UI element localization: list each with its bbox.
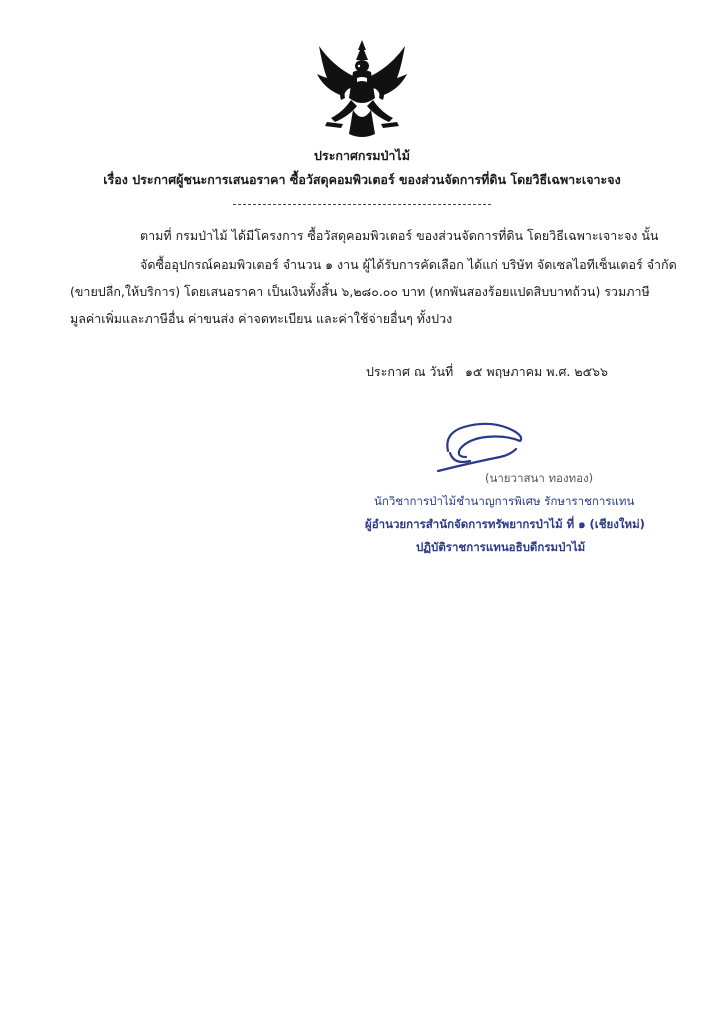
handwritten-signature <box>430 413 530 475</box>
date-value: ๑๕ พฤษภาคม พ.ศ. ๒๕๖๖ <box>465 364 608 379</box>
body-line-4: มูลค่าเพิ่มและภาษีอื่น ค่าขนส่ง ค่าจดทะเบียน และค่าใช้จ่ายอื่นๆ ทั้งปวง <box>70 311 453 326</box>
document-title: ประกาศกรมป่าไม้ <box>314 148 410 163</box>
date-label: ประกาศ ณ วันที่ <box>366 364 454 379</box>
signer-position-2: ผู้อำนวยการสำนักจัดการทรัพยากรป่าไม้ ที่ ๑ (เชียงใหม่) <box>365 517 645 531</box>
body-line-3: (ขายปลีก,ให้บริการ) โดยเสนอราคา เป็นเงินทั้งสิ้น ๖,๒๘๐.๐๐ บาท (หกพันสองร้อยแปดสิบบาทถ้วน) รวมภาษี <box>70 284 650 299</box>
body-line-2: จัดซื้ออุปกรณ์คอมพิวเตอร์ จำนวน ๑ งาน ผู้ได้รับการคัดเลือก ได้แก่ บริษัท จัดเซลไอทีเซ็นเตอร์ จำกัด <box>140 257 677 272</box>
signer-position-1: นักวิชาการป่าไม้ชำนาญการพิเศษ รักษาราชการแทน <box>374 494 635 508</box>
signer-name: (นายวาสนา ทองทอง) <box>485 471 594 485</box>
document-subject: เรื่อง ประกาศผู้ชนะการเสนอราคา ซื้อวัสดุคอมพิวเตอร์ ของส่วนจัดการที่ดิน โดยวิธีเฉพาะเจาะจง <box>103 172 621 187</box>
body-line-1: ตามที่ กรมป่าไม้ ได้มีโครงการ ซื้อวัสดุคอมพิวเตอร์ ของส่วนจัดการที่ดิน โดยวิธีเฉพาะเจาะจง นั้น <box>140 228 659 243</box>
divider <box>233 204 491 205</box>
garuda-emblem <box>313 38 411 142</box>
signer-position-3: ปฏิบัติราชการแทนอธิบดีกรมป่าไม้ <box>416 540 586 554</box>
